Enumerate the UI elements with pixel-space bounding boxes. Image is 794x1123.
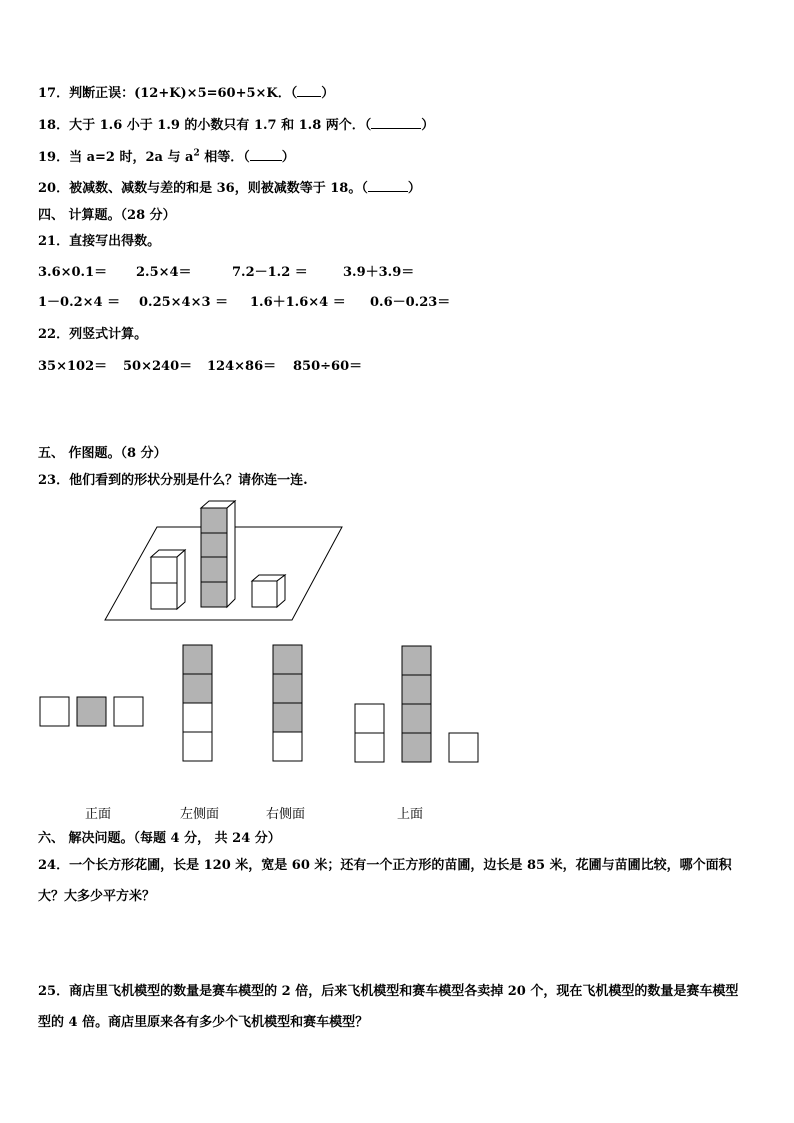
calc-item: 50×240＝ — [123, 359, 193, 374]
question-25-line1: 25．商店里飞机模型的数量是赛车模型的 2 倍，后来飞机模型和赛车模型各卖掉 20 个，现在飞机模型的数量是赛车模型 — [38, 984, 739, 999]
calc-item: 0.6－0.23＝ — [370, 295, 451, 310]
calc-item: 124×86＝ — [207, 359, 277, 374]
view-option-4 — [355, 646, 478, 762]
calc-item: 7.2－1.2 ＝ — [232, 265, 308, 280]
section-5-heading: 五、 作图题。（8 分） — [38, 446, 167, 461]
view-option-3 — [273, 645, 302, 761]
calc-item: 850÷60＝ — [293, 359, 363, 374]
cube-single-right — [252, 575, 285, 607]
view-label-front: 正面 — [85, 807, 112, 822]
question-17: 17．判断正误：(12+K)×5=60+5×K．（ ） — [38, 86, 335, 101]
question-20: 20．被减数、减数与差的和是 36，则被减数等于 18。（ ） — [38, 181, 421, 196]
section-6-heading: 六、 解决问题。（每题 4 分， 共 24 分） — [38, 831, 281, 846]
question-21: 21．直接写出得数。 — [38, 234, 161, 249]
section-4-heading: 四、 计算题。（28 分） — [38, 208, 176, 223]
question-19-text: 19．当 a=2 时，2a 与 a — [38, 150, 194, 165]
calc-item: 0.25×4×3 ＝ — [139, 295, 229, 310]
question-18: 18．大于 1.6 小于 1.9 的小数只有 1.7 和 1.8 两个．（ ） — [38, 118, 435, 133]
question-22: 22．列竖式计算。 — [38, 327, 148, 342]
calc-item: 1.6＋1.6×4 ＝ — [250, 295, 346, 310]
question-23: 23．他们看到的形状分别是什么？请你连一连. — [38, 473, 308, 488]
calc-item: 3.9＋3.9＝ — [343, 265, 415, 280]
question-24-line2: 大？大多少平方米？ — [38, 889, 156, 904]
question-18-text: 18．大于 1.6 小于 1.9 的小数只有 1.7 和 1.8 两个．（ — [38, 118, 372, 133]
view-label-right: 右侧面 — [266, 807, 306, 822]
calc-item: 3.6×0.1＝ — [38, 265, 108, 280]
question-19: 19．当 a=2 时，2a 与 $a^2$ 相等．（ ） — [38, 148, 295, 165]
question-17-text: 17．判断正误：(12+K)×5=60+5×K．（ — [38, 86, 298, 101]
view-option-2 — [183, 645, 212, 761]
view-option-1 — [40, 697, 143, 726]
cube-stack-left — [151, 550, 185, 609]
calc-item: 1－0.2×4 ＝ — [38, 295, 121, 310]
question-20-text: 20．被减数、减数与差的和是 36，则被减数等于 18。（ — [38, 181, 368, 196]
view-label-left: 左侧面 — [180, 807, 220, 822]
calc-item: 2.5×4＝ — [136, 265, 192, 280]
calc-item: 35×102＝ — [38, 359, 108, 374]
question-25-line2: 型的 4 倍。商店里原来各有多少个飞机模型和赛车模型？ — [38, 1015, 369, 1030]
view-label-top: 上面 — [397, 807, 424, 822]
cube-stack-middle — [201, 501, 235, 607]
question-24-line1: 24．一个长方形花圃，长是 120 米，宽是 60 米；还有一个正方形的苗圃，边长是 85 米，花圃与苗圃比较，哪个面积 — [38, 858, 732, 873]
